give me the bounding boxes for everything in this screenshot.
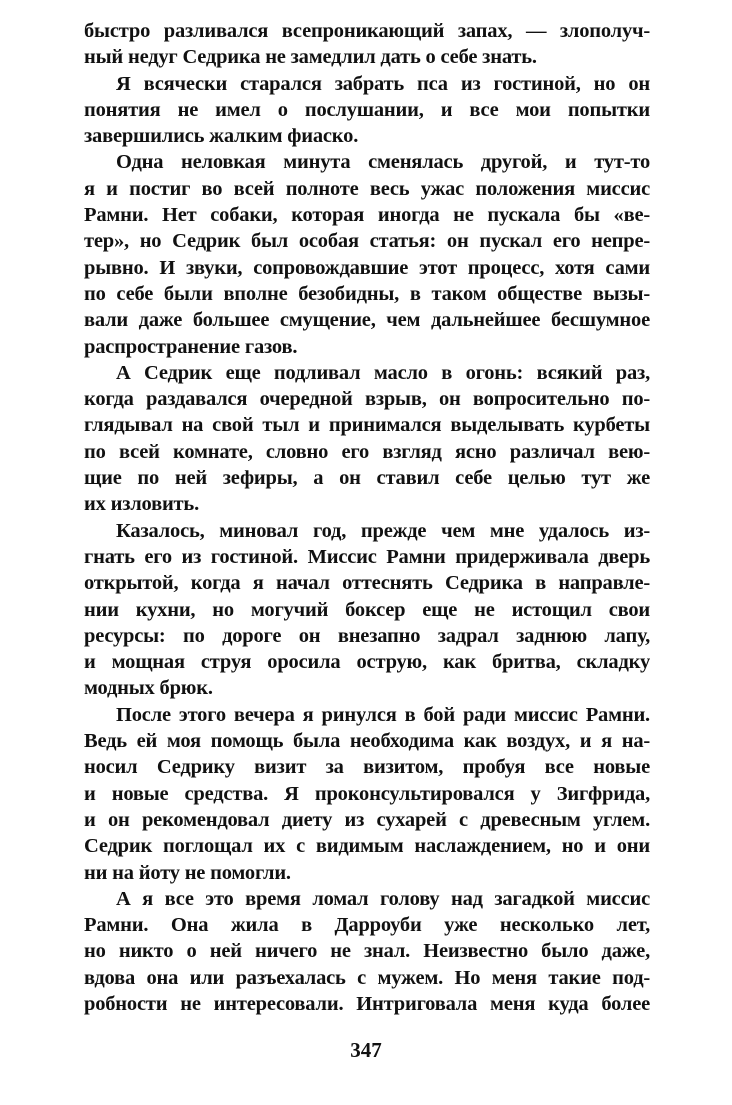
text-line: Казалось, миновал год, прежде чем мне удалось из- (116, 519, 650, 542)
text-line: А я все это время ломал голову над загадкой миссис (116, 887, 650, 910)
text-line: щие по ней зефиры, а он ставил себе целью тут же (84, 467, 650, 490)
text-line: ресурсы: по дороге он внезапно задрал заднюю лапу, (84, 624, 650, 647)
text-line: распространение газов. (84, 335, 298, 358)
text-line: Одна неловкая минута сменялась другой, и тут-то (116, 151, 650, 174)
text-line: Ведь ей моя помощь была необходима как воздух, и я на- (84, 730, 650, 753)
text-line: я и постиг во всей полноте весь ужас положения миссис (84, 177, 650, 200)
text-line: открытой, когда я начал оттеснять Седрика в направле- (84, 572, 650, 595)
text-line: тер», но Седрик был особая статья: он пускал его непре- (84, 230, 650, 253)
paragraph (84, 18, 650, 71)
text-line: После этого вечера я ринулся в бой ради миссис Рамни. (116, 703, 650, 726)
text-line: и он рекомендовал диету из сухарей с древесным углем. (84, 808, 650, 831)
text-line: нии кухни, но могучий боксер еще не истощил свои (84, 598, 650, 621)
text-line: Рамни. Нет собаки, которая иногда не пускала бы «ве- (84, 204, 650, 227)
text-line: ный недуг Седрика не замедлил дать о себе знать. (84, 46, 537, 69)
paragraph (84, 886, 650, 1017)
text-line: быстро разливался всепроникающий запах, — злополуч- (84, 20, 650, 42)
text-line: по всей комнате, словно его взгляд ясно различал вею- (84, 440, 650, 463)
page-number: 347 (350, 1038, 382, 1062)
text-line: и мощная струя оросила острую, как бритва, складку (84, 651, 650, 674)
text-line: их изловить. (84, 493, 199, 516)
text-line: робности не интересовали. Интриговала меня куда более (84, 992, 650, 1015)
paragraph (84, 149, 650, 359)
text-line: вали даже большее смущение, чем дальнейшее бесшумное (84, 309, 650, 332)
text-line: по себе были вполне безобидны, в таком обществе вызы- (84, 282, 650, 305)
text-line: глядывал на свой тыл и принимался выделывать курбеты (84, 414, 650, 437)
text-line: завершились жалким фиаско. (84, 125, 359, 148)
paragraph (84, 71, 650, 150)
text-line: и новые средства. Я проконсультировался у Зигфрида, (84, 782, 650, 805)
text-line: Я всячески старался забрать пса из гостиной, но он (116, 72, 650, 95)
paragraph (84, 702, 650, 886)
text-line: когда раздавался очередной взрыв, он вопросительно по- (84, 388, 650, 411)
text-line: А Седрик еще подливал масло в огонь: всякий раз, (116, 361, 650, 384)
text-line: Рамни. Она жила в Дарроуби уже несколько лет, (84, 914, 650, 937)
text-line: модных брюк. (84, 677, 213, 700)
text-line: вдова она или разъехалась с мужем. Но меня такие под- (84, 966, 650, 989)
text-line: понятия не имел о послушании, и все мои попытки (84, 98, 650, 121)
text-line: гнать его из гостиной. Миссис Рамни придерживала дверь (84, 545, 650, 568)
text-line: носил Седрику визит за визитом, пробуя все новые (84, 756, 650, 779)
text-line: но никто о ней ничего не знал. Неизвестно было даже, (84, 940, 650, 963)
text-line: ни на йоту не помогли. (84, 861, 291, 884)
paragraph (84, 360, 650, 518)
page-body (84, 18, 650, 1017)
text-line: Седрик поглощал их с видимым наслаждением, но и они (84, 835, 650, 858)
paragraph (84, 518, 650, 702)
text-line: рывно. И звуки, сопровождавшие этот процесс, хотя сами (84, 256, 650, 279)
